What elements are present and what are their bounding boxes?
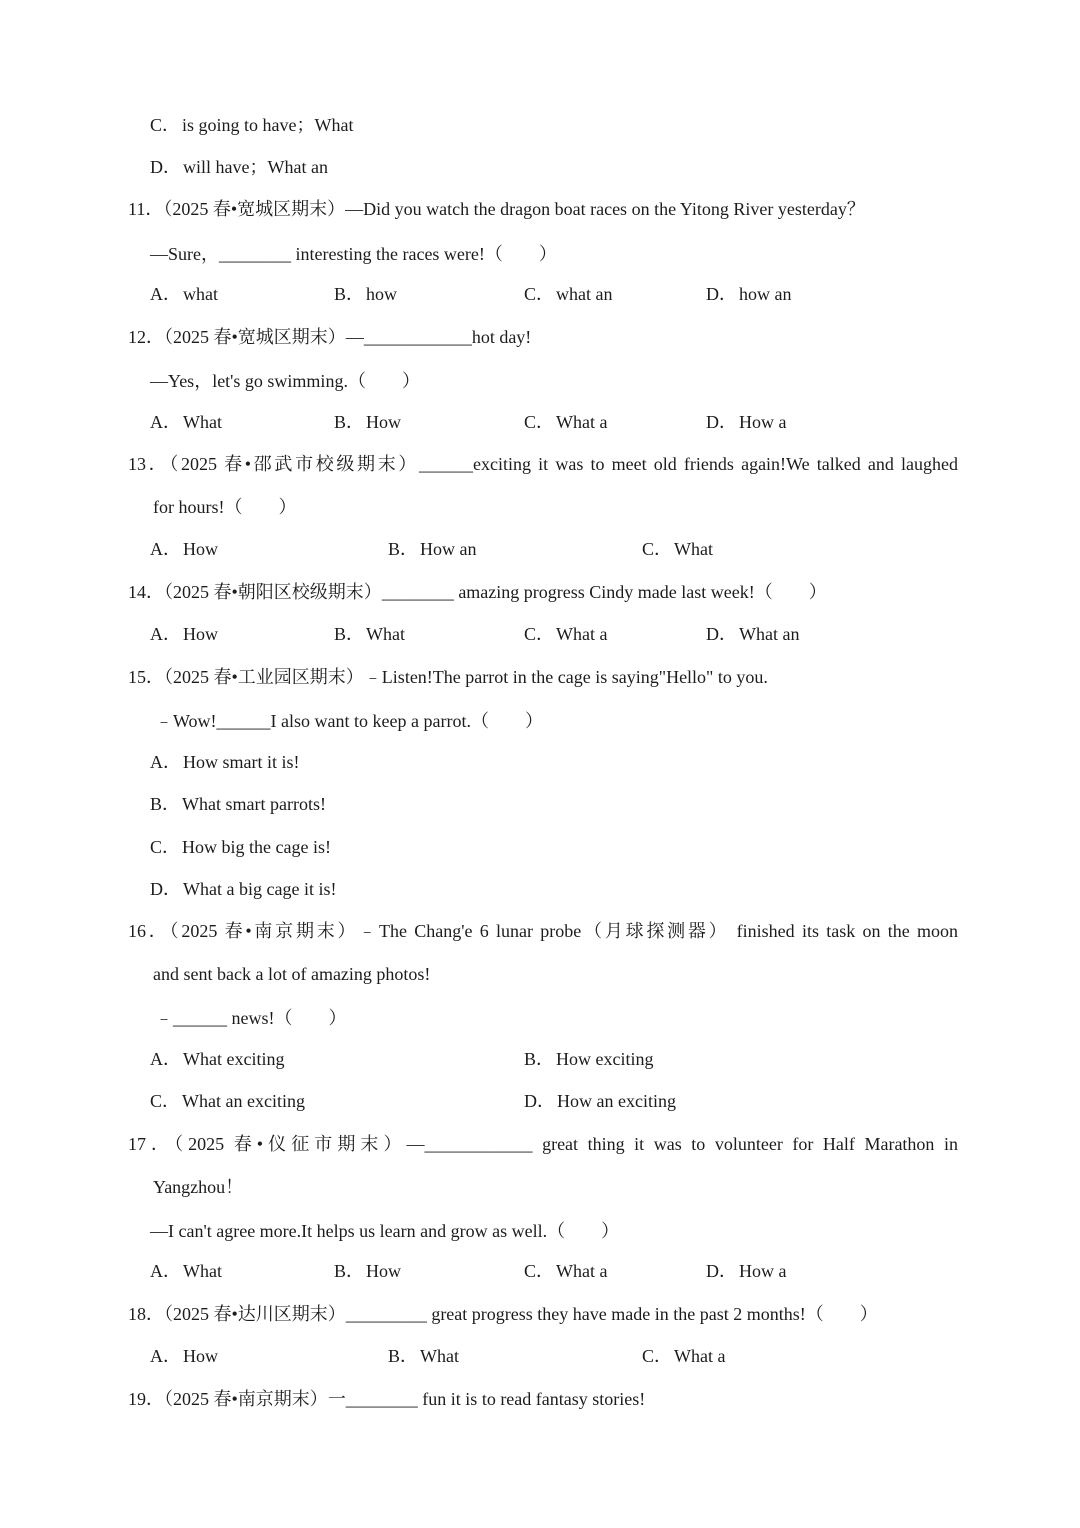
question-13-option-a (150, 537, 218, 561)
question-18-stem (128, 1302, 878, 1326)
option-letter: C． (150, 1091, 181, 1111)
question-source: （2025 春•仪征市期末） (174, 1134, 407, 1154)
question-source: （2025 春•宽城区期末） (163, 199, 346, 219)
question-16-stem (128, 919, 958, 943)
question-number: 11． (128, 199, 164, 219)
question-11-option-b (334, 282, 397, 306)
option-letter: A． (150, 412, 181, 432)
question-11-option-c (524, 282, 613, 306)
option-text: How (366, 412, 402, 432)
option-letter: A． (150, 539, 181, 559)
question-17-option-c (524, 1259, 607, 1283)
question-source: （2025 春•宽城区期末） (164, 327, 346, 347)
question-number: 14． (128, 582, 164, 602)
option-text: How (183, 539, 218, 559)
question-16-line-3: ﹣______ news!（ ） (155, 1008, 347, 1028)
option-letter: D． (706, 1261, 737, 1281)
question-text: —____________ great thing it was to volunteer for Half Marathon in (406, 1134, 958, 1154)
option-letter: B． (334, 1261, 365, 1281)
option-letter: C． (642, 1346, 673, 1366)
question-16-option-a (150, 1047, 284, 1071)
question-15-stem (128, 665, 768, 689)
question-15-line-2: ﹣Wow!______I also want to keep a parrot.（ ） (155, 711, 543, 731)
option-letter: B． (150, 794, 181, 814)
option-text: What a big cage it is! (183, 879, 337, 899)
question-12-line-2: —Yes，let's go swimming.（ ） (150, 371, 420, 391)
option-letter: A． (150, 1261, 181, 1281)
option-letter: B． (334, 624, 365, 644)
option-text: What (183, 412, 222, 432)
option-letter: C． (524, 1261, 555, 1281)
option-letter: C． (642, 539, 673, 559)
question-source: （2025 春•朝阳区校级期末） (164, 582, 382, 602)
option-text: is going to have；What (182, 115, 354, 135)
question-13-line-2: for hours!（ ） (153, 497, 297, 517)
question-15-option-c (150, 835, 331, 859)
option-text: What (366, 624, 405, 644)
question-17-line-3: —I can't agree more.It helps us learn and grow as well.（ ） (150, 1221, 620, 1241)
option-text: What a (556, 1261, 608, 1281)
question-source: （2025 春•南京期末） (169, 921, 359, 941)
question-number: 18． (128, 1304, 164, 1324)
option-text: will have；What an (183, 157, 328, 177)
question-11-option-a (150, 282, 218, 306)
question-12-option-b (334, 410, 401, 434)
option-letter: D． (150, 157, 181, 177)
question-number: 17． (128, 1134, 175, 1154)
question-text: —Did you watch the dragon boat races on the Yitong River yesterday？ (345, 199, 865, 219)
question-12-option-d (706, 410, 787, 434)
option-text: How (366, 1261, 402, 1281)
question-18-option-c (642, 1344, 725, 1368)
question-17-line-2: Yangzhou！ (153, 1177, 244, 1197)
option-letter: D． (150, 879, 181, 899)
question-12-option-c (524, 410, 607, 434)
question-source: （2025 春•邵武市校级期末） (169, 454, 420, 474)
option-text: What an (739, 624, 800, 644)
question-number: 12． (128, 327, 164, 347)
question-11-line-2: —Sure，________ interesting the races were!（ ） (150, 244, 557, 264)
question-16-line-2: and sent back a lot of amazing photos! (153, 964, 431, 984)
question-text: —____________hot day! (345, 327, 532, 347)
option-text: What a (556, 624, 608, 644)
question-17-option-b (334, 1259, 401, 1283)
question-13-option-b (388, 537, 477, 561)
question-number: 13． (128, 454, 170, 474)
option-letter: B． (388, 1346, 419, 1366)
option-letter: C． (150, 837, 181, 857)
option-text: How (183, 1346, 218, 1366)
option-text: How exciting (556, 1049, 654, 1069)
option-letter: A． (150, 624, 181, 644)
question-13-stem (128, 452, 958, 476)
question-15-option-d (150, 877, 336, 901)
question-15-option-b (150, 792, 326, 816)
question-18-option-a (150, 1344, 218, 1368)
option-text: how (366, 284, 398, 304)
option-text: How (183, 624, 218, 644)
option-letter: B． (388, 539, 419, 559)
question-text: 一________ fun it is to read fantasy stories! (327, 1389, 646, 1409)
question-text: ______exciting it was to meet old friends again!We talked and laughed (419, 454, 959, 474)
prev-option-d (150, 155, 328, 179)
question-14-option-b (334, 622, 405, 646)
question-16-option-b (524, 1047, 654, 1071)
option-letter: D． (524, 1091, 555, 1111)
question-source: （2025 春•工业园区期末） (164, 667, 364, 687)
question-17-stem (128, 1132, 958, 1156)
question-12-stem (128, 325, 531, 349)
option-text: What a (556, 412, 608, 432)
question-14-stem (128, 580, 827, 604)
option-letter: C． (150, 115, 181, 135)
option-letter: D． (706, 412, 737, 432)
option-text: what an (556, 284, 613, 304)
question-17-option-d (706, 1259, 787, 1283)
option-text: how an (739, 284, 792, 304)
option-text: What (674, 539, 713, 559)
option-letter: D． (706, 624, 737, 644)
option-letter: B． (334, 284, 365, 304)
question-text: ________ amazing progress Cindy made last week!（ ） (381, 582, 827, 602)
question-12-option-a (150, 410, 222, 434)
question-15-option-a (150, 750, 300, 774)
question-16-option-c (150, 1089, 305, 1113)
question-19-stem (128, 1387, 645, 1411)
option-text: How a (739, 412, 787, 432)
option-letter: A． (150, 752, 181, 772)
question-18-option-b (388, 1344, 459, 1368)
option-text: How an (420, 539, 477, 559)
option-text: What exciting (183, 1049, 285, 1069)
question-number: 15． (128, 667, 164, 687)
option-text: How a (739, 1261, 787, 1281)
question-text: ﹣Listen!The parrot in the cage is saying"Hello" to you. (363, 667, 768, 687)
question-13-option-c (642, 537, 713, 561)
question-source: （2025 春•达川区期末） (164, 1304, 346, 1324)
option-letter: B． (524, 1049, 555, 1069)
option-text: What smart parrots! (182, 794, 326, 814)
option-text: How an exciting (557, 1091, 676, 1111)
option-text: How smart it is! (183, 752, 300, 772)
question-text: _________ great progress they have made in the past 2 months!（ ） (345, 1304, 878, 1324)
option-text: What (420, 1346, 459, 1366)
option-letter: C． (524, 412, 555, 432)
question-number: 19． (128, 1389, 164, 1409)
option-letter: A． (150, 1346, 181, 1366)
option-letter: A． (150, 1049, 181, 1069)
option-letter: D． (706, 284, 737, 304)
option-letter: C． (524, 284, 555, 304)
question-17-option-a (150, 1259, 222, 1283)
option-letter: A． (150, 284, 181, 304)
option-text: What (183, 1261, 222, 1281)
question-14-option-c (524, 622, 607, 646)
question-text: ﹣The Chang'e 6 lunar probe（月球探测器） finished its task on the moon (358, 921, 959, 941)
option-letter: C． (524, 624, 555, 644)
option-letter: B． (334, 412, 365, 432)
question-14-option-a (150, 622, 218, 646)
question-source: （2025 春•南京期末） (164, 1389, 328, 1409)
option-text: what (183, 284, 218, 304)
option-text: What a (674, 1346, 726, 1366)
question-11-stem (128, 197, 865, 221)
question-number: 16． (128, 921, 170, 941)
prev-option-c (150, 113, 353, 137)
question-16-option-d (524, 1089, 676, 1113)
option-text: How big the cage is! (182, 837, 331, 857)
question-11-option-d (706, 282, 792, 306)
option-text: What an exciting (182, 1091, 305, 1111)
question-14-option-d (706, 622, 799, 646)
